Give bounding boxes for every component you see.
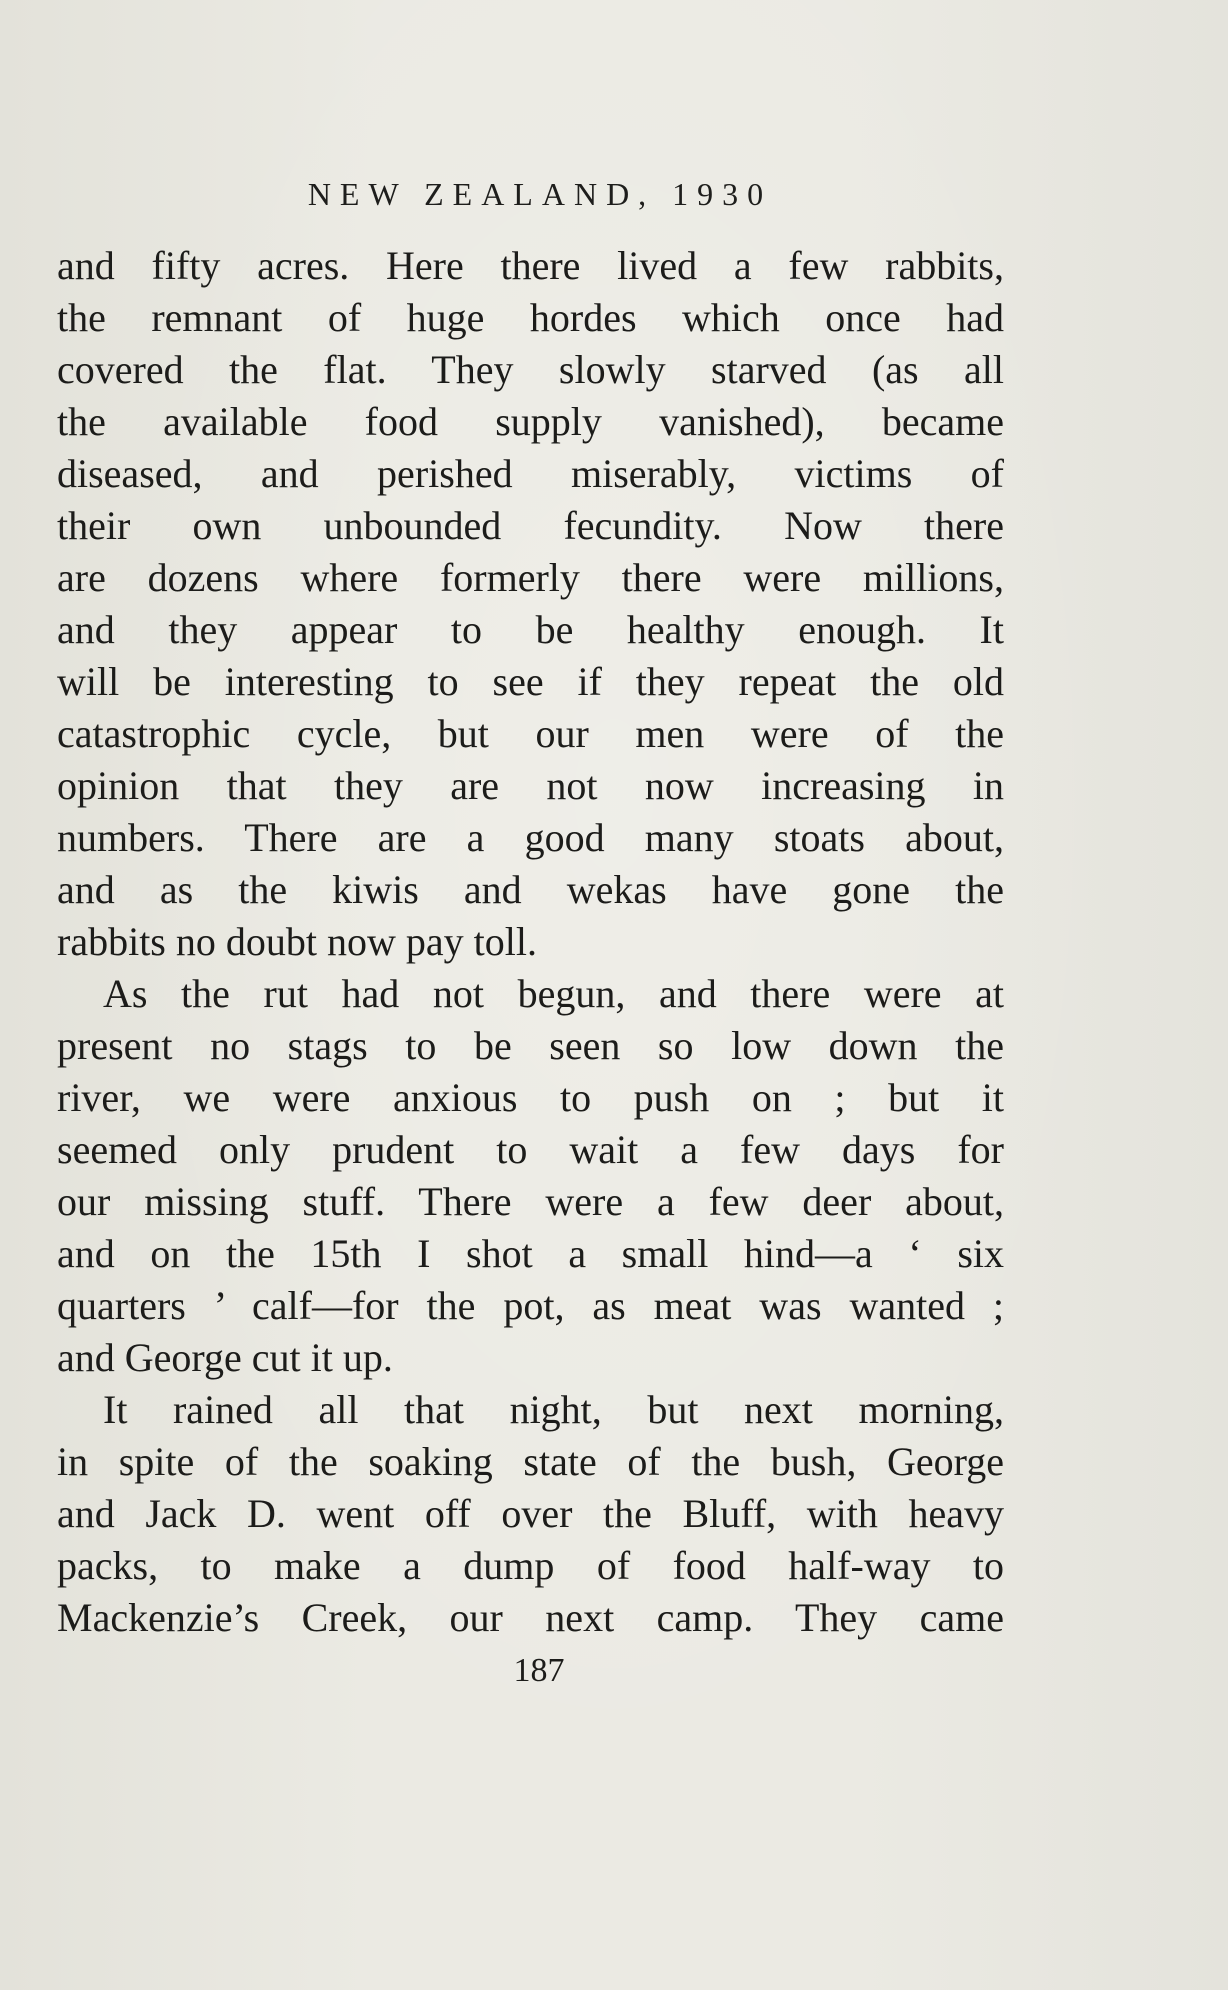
text-line: catastrophic cycle, but our men were of the (57, 711, 1004, 756)
text-line: in spite of the soaking state of the bush, George (57, 1439, 1004, 1484)
text-line: and Jack D. went off over the Bluff, with heavy (57, 1491, 1004, 1536)
text-line: packs, to make a dump of food half-way to (57, 1543, 1004, 1588)
text-line: the available food supply vanished), became (57, 399, 1004, 444)
text-line: are dozens where formerly there were millions, (57, 555, 1004, 600)
text-line: and fifty acres. Here there lived a few rabbits, (57, 243, 1004, 288)
page-number: 187 (513, 1652, 565, 1689)
text-line: present no stags to be seen so low down the (57, 1023, 1004, 1068)
text-line: covered the flat. They slowly starved (as all (57, 347, 1004, 392)
paragraph-end-line: rabbits no doubt now pay toll. (57, 919, 537, 964)
text-line: the remnant of huge hordes which once had (57, 295, 1004, 340)
text-line: our missing stuff. There were a few deer about, (57, 1179, 1004, 1224)
text-line: river, we were anxious to push on ; but it (57, 1075, 1004, 1120)
text-line: numbers. There are a good many stoats about, (57, 815, 1004, 860)
text-line: Mackenzie’s Creek, our next camp. They came (57, 1595, 1004, 1640)
text-line: and on the 15th I shot a small hind—a ‘ six (57, 1231, 1004, 1276)
text-line: diseased, and perished miserably, victims of (57, 451, 1004, 496)
text-line: and they appear to be healthy enough. It (57, 607, 1004, 652)
paragraph-start-line: It rained all that night, but next morning, (103, 1387, 1004, 1432)
text-line: their own unbounded fecundity. Now there (57, 503, 1004, 548)
body-text (57, 240, 1004, 1644)
text-line: quarters ’ calf—for the pot, as meat was wanted ; (57, 1283, 1004, 1328)
text-line: opinion that they are not now increasing in (57, 763, 1004, 808)
paragraph-start-line: As the rut had not begun, and there were at (103, 971, 1004, 1016)
running-header: NEW ZEALAND, 1930 (307, 176, 773, 212)
text-line: seemed only prudent to wait a few days for (57, 1127, 1004, 1172)
text-line: and as the kiwis and wekas have gone the (57, 867, 1004, 912)
paragraph-end-line: and George cut it up. (57, 1335, 393, 1380)
text-line: will be interesting to see if they repeat the old (57, 659, 1004, 704)
